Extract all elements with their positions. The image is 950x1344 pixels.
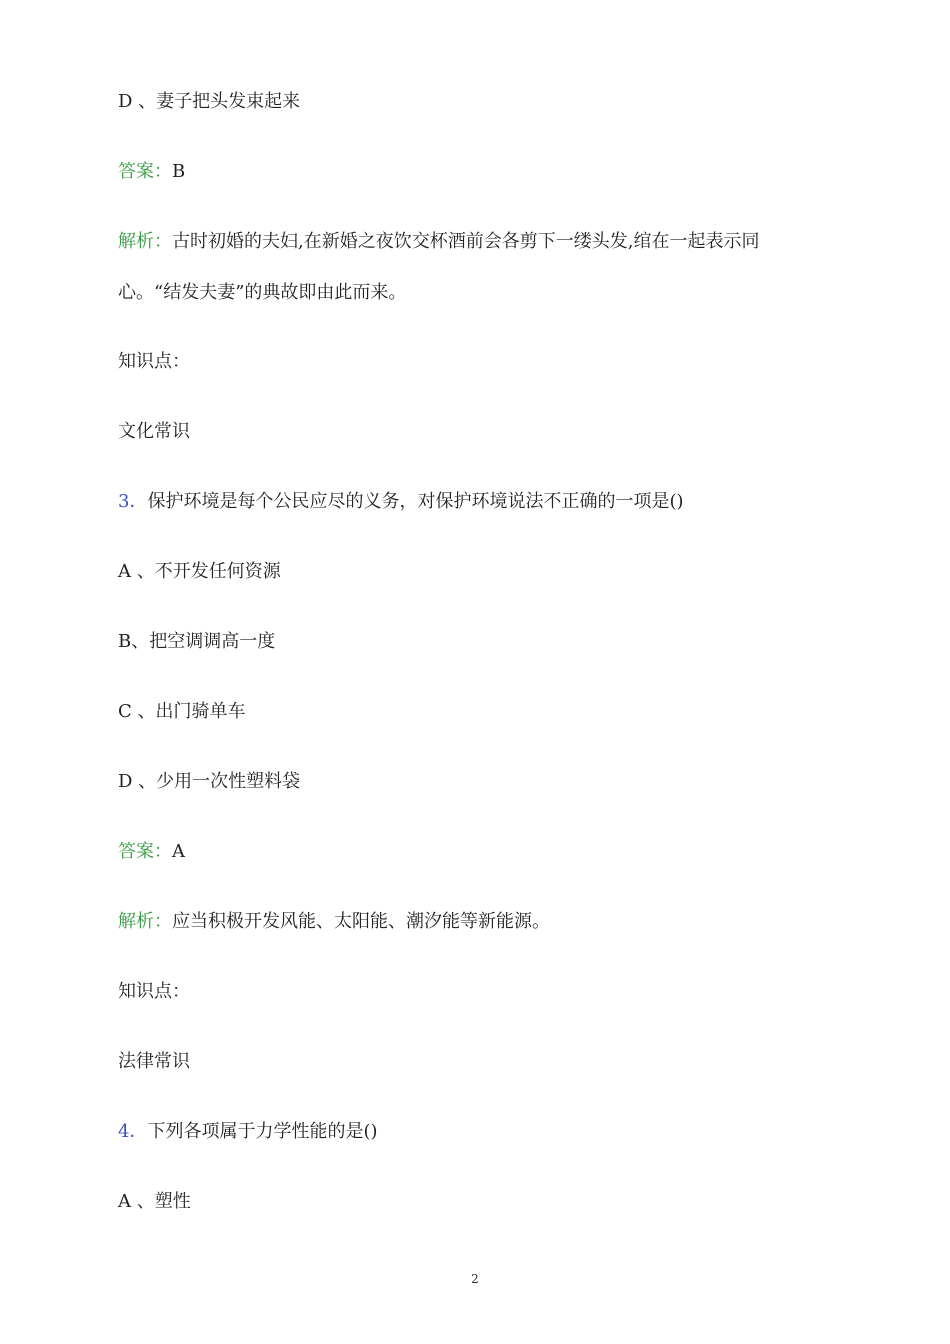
question-number: 4． bbox=[118, 1121, 148, 1142]
answer-value: A bbox=[172, 841, 185, 862]
analysis-text: 应当积极开发风能、太阳能、潮汐能等新能源。 bbox=[172, 911, 550, 932]
question-q3 bbox=[118, 490, 684, 514]
knowledge-label-q3: 知识点： bbox=[118, 981, 190, 1002]
option-d-q3: D 、少用一次性塑料袋 bbox=[118, 771, 301, 792]
analysis-label: 解析： bbox=[118, 231, 172, 252]
question-text: 下列各项属于力学性能的是() bbox=[147, 1121, 378, 1142]
question-text: 保护环境是每个公民应尽的义务，对保护环境说法不正确的一项是() bbox=[147, 491, 684, 512]
answer-q2 bbox=[118, 160, 185, 184]
option-d-q2: D 、妻子把头发束起来 bbox=[118, 91, 301, 112]
knowledge-label-q2: 知识点： bbox=[118, 351, 190, 372]
knowledge-value-q2: 文化常识 bbox=[118, 421, 190, 442]
question-q4 bbox=[118, 1120, 378, 1144]
answer-value: B bbox=[172, 161, 186, 182]
option-c-q3: C 、出门骑单车 bbox=[118, 701, 246, 722]
knowledge-value-q3: 法律常识 bbox=[118, 1051, 190, 1072]
option-a-q3: A 、不开发任何资源 bbox=[118, 561, 281, 582]
analysis-text: 古时初婚的夫妇,在新婚之夜饮交杯酒前会各剪下一缕头发,绾在一起表示同 bbox=[172, 231, 760, 252]
option-b-q3: B、把空调调高一度 bbox=[118, 631, 276, 652]
analysis-q3 bbox=[118, 910, 550, 934]
question-number: 3． bbox=[118, 491, 148, 512]
analysis-q2-line2: 心。“结发夫妻”的典故即由此而来。 bbox=[118, 282, 407, 303]
answer-q3 bbox=[118, 840, 185, 864]
answer-label: 答案： bbox=[118, 841, 172, 862]
page-number: 2 bbox=[471, 1272, 479, 1286]
analysis-label: 解析： bbox=[118, 911, 172, 932]
option-a-q4: A 、塑性 bbox=[118, 1191, 191, 1212]
answer-label: 答案： bbox=[118, 161, 172, 182]
analysis-q2-line1 bbox=[118, 230, 759, 254]
